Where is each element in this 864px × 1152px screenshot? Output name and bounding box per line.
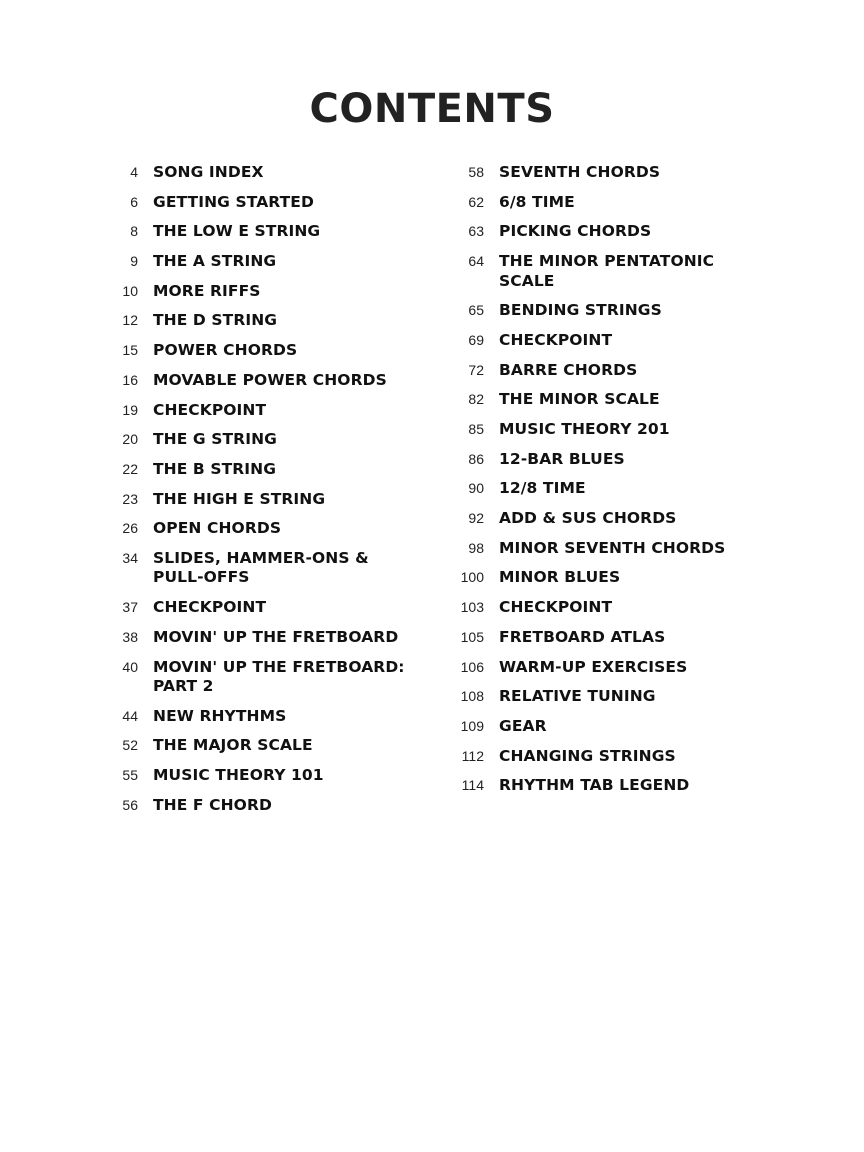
toc-page-number: 105 [460, 628, 484, 645]
toc-page-number: 100 [460, 569, 484, 586]
toc-page-number: 109 [460, 717, 484, 734]
toc-entry-title: GETTING STARTED [153, 192, 314, 211]
toc-page-number: 64 [468, 253, 484, 270]
toc-page-number: 34 [122, 549, 138, 566]
toc-entry[interactable] [430, 331, 760, 351]
toc-entry[interactable] [430, 479, 760, 499]
toc-entry-title: PICKING CHORDS [499, 222, 652, 241]
toc-entry[interactable] [430, 252, 760, 291]
toc-entry[interactable] [100, 193, 440, 213]
toc-entry-title: CHANGING STRINGS [499, 746, 676, 765]
toc-entry-title: FRETBOARD ATLAS [499, 627, 666, 646]
toc-page-number: 63 [468, 223, 484, 240]
toc-entry[interactable] [430, 717, 760, 737]
toc-entry-title: MORE RIFFS [153, 281, 261, 300]
toc-entry[interactable] [100, 252, 440, 272]
toc-entry[interactable] [100, 519, 440, 539]
toc-entry[interactable] [100, 736, 440, 756]
toc-entry[interactable] [100, 549, 440, 588]
toc-entry[interactable] [100, 282, 440, 302]
toc-entry-title: THE A STRING [153, 252, 277, 271]
toc-entry-title: SLIDES, HAMMER-ONS & PULL-OFFS [153, 548, 369, 587]
toc-entry-title: THE G STRING [153, 430, 277, 449]
toc-entry-title: OPEN CHORDS [153, 519, 282, 538]
toc-entry-title: CHECKPOINT [499, 330, 613, 349]
toc-entry-title: MINOR SEVENTH CHORDS [499, 538, 726, 557]
toc-page-number: 22 [122, 460, 138, 477]
toc-entry-title: MOVABLE POWER CHORDS [153, 370, 387, 389]
toc-left-column [100, 163, 440, 825]
toc-entry[interactable] [430, 361, 760, 381]
toc-entry[interactable] [430, 568, 760, 588]
toc-page-number: 56 [122, 796, 138, 813]
toc-entry[interactable] [100, 430, 440, 450]
toc-page-number: 23 [122, 490, 138, 507]
toc-entry[interactable] [100, 371, 440, 391]
toc-entry[interactable] [100, 460, 440, 480]
toc-page-number: 90 [468, 480, 484, 497]
toc-page-number: 82 [468, 391, 484, 408]
toc-entry[interactable] [100, 490, 440, 510]
toc-entry[interactable] [430, 747, 760, 767]
toc-entry-title: MINOR BLUES [499, 568, 621, 587]
toc-entry-title: BARRE CHORDS [499, 360, 638, 379]
toc-right-column [430, 163, 760, 806]
toc-entry-title: SONG INDEX [153, 163, 264, 181]
toc-entry[interactable] [430, 687, 760, 707]
toc-entry-title: THE LOW E STRING [153, 222, 321, 241]
toc-page-number: 38 [122, 628, 138, 645]
toc-entry[interactable] [430, 658, 760, 678]
toc-page-number: 44 [122, 707, 138, 724]
toc-entry[interactable] [100, 598, 440, 618]
toc-page-number: 86 [468, 450, 484, 467]
toc-page-number: 85 [468, 421, 484, 437]
toc-entry-title: MOVIN' UP THE FRETBOARD [153, 627, 399, 646]
toc-page-number: 58 [468, 164, 484, 180]
toc-entry-title: WARM-UP EXERCISES [499, 657, 688, 676]
toc-entry-title: 12/8 TIME [499, 479, 586, 498]
toc-entry-title: RELATIVE TUNING [499, 687, 656, 706]
toc-entry-title: MUSIC THEORY 201 [499, 420, 670, 438]
toc-entry[interactable] [430, 222, 760, 242]
toc-entry-title: THE MAJOR SCALE [153, 736, 313, 755]
toc-entry[interactable] [100, 163, 440, 183]
toc-entry-title: CHECKPOINT [153, 598, 267, 617]
toc-entry-title: RHYTHM TAB LEGEND [499, 776, 690, 795]
toc-entry[interactable] [430, 509, 760, 529]
toc-page-number: 69 [468, 331, 484, 348]
toc-entry[interactable] [430, 301, 760, 321]
toc-entry[interactable] [430, 420, 760, 440]
toc-page-number: 106 [460, 658, 484, 675]
toc-page-number: 37 [122, 599, 138, 616]
toc-entry[interactable] [430, 193, 760, 213]
toc-page-number: 19 [122, 401, 138, 418]
toc-page-number: 103 [460, 599, 484, 616]
toc-entry[interactable] [430, 598, 760, 618]
toc-entry-title: THE HIGH E STRING [153, 489, 326, 508]
toc-entry-title: POWER CHORDS [153, 341, 298, 360]
toc-entry-title: BENDING STRINGS [499, 301, 662, 320]
toc-entry-title: THE MINOR SCALE [499, 390, 660, 409]
toc-entry[interactable] [430, 163, 760, 183]
toc-entry[interactable] [100, 628, 440, 648]
toc-entry-title: CHECKPOINT [499, 598, 613, 617]
toc-page-number: 72 [468, 361, 484, 378]
page-title: CONTENTS [309, 86, 555, 132]
toc-entry-title: 12-BAR BLUES [499, 449, 625, 468]
toc-entry-title: THE F CHORD [153, 795, 272, 814]
toc-page-number: 8 [130, 223, 138, 240]
toc-page-number: 9 [130, 253, 138, 270]
toc-page-number: 52 [122, 737, 138, 754]
toc-entry[interactable] [100, 766, 440, 786]
toc-entry-title: GEAR [499, 716, 547, 735]
toc-page-number: 4 [130, 164, 138, 180]
toc-entry-title: THE MINOR PENTATONIC SCALE [499, 252, 715, 290]
toc-page-number: 10 [122, 282, 138, 299]
toc-entry-title: THE D STRING [153, 311, 278, 330]
toc-entry-title: MUSIC THEORY 101 [153, 766, 324, 785]
toc-entry-title: 6/8 TIME [499, 192, 575, 211]
toc-entry-title: SEVENTH CHORDS [499, 163, 661, 181]
toc-page-number: 55 [122, 767, 138, 784]
toc-page-number: 114 [461, 777, 484, 794]
toc-entry-title: CHECKPOINT [153, 400, 267, 419]
toc-page-number: 16 [122, 371, 138, 388]
toc-page-number: 12 [122, 312, 138, 329]
toc-page-number: 92 [468, 510, 484, 527]
toc-entry[interactable] [100, 796, 440, 816]
toc-page-number: 62 [468, 193, 484, 210]
toc-entry-title: MOVIN' UP THE FRETBOARD: PART 2 [153, 657, 405, 695]
toc-entry[interactable] [430, 628, 760, 648]
toc-page-number: 26 [122, 520, 138, 537]
toc-page-number: 112 [461, 747, 484, 764]
toc-entry-title: NEW RHYTHMS [153, 706, 287, 725]
toc-entry[interactable] [100, 311, 440, 331]
toc-entry[interactable] [430, 776, 760, 796]
toc-page-number: 40 [122, 658, 138, 675]
toc-entry-title: ADD & SUS CHORDS [499, 509, 677, 528]
toc-page-number: 65 [468, 302, 484, 319]
toc-entry[interactable] [430, 450, 760, 470]
toc-page-number: 6 [130, 193, 138, 210]
toc-page-number: 20 [122, 431, 138, 448]
toc-entry[interactable] [430, 539, 760, 559]
toc-page-number: 98 [468, 539, 484, 556]
toc-entry[interactable] [100, 707, 440, 727]
toc-entry[interactable] [100, 222, 440, 242]
toc-entry[interactable] [100, 658, 440, 697]
toc-entry[interactable] [100, 401, 440, 421]
toc-entry[interactable] [100, 341, 440, 361]
toc-page-number: 108 [460, 688, 484, 705]
toc-page-number: 15 [122, 342, 138, 359]
toc-entry[interactable] [430, 390, 760, 410]
toc-entry-title: THE B STRING [153, 459, 277, 478]
